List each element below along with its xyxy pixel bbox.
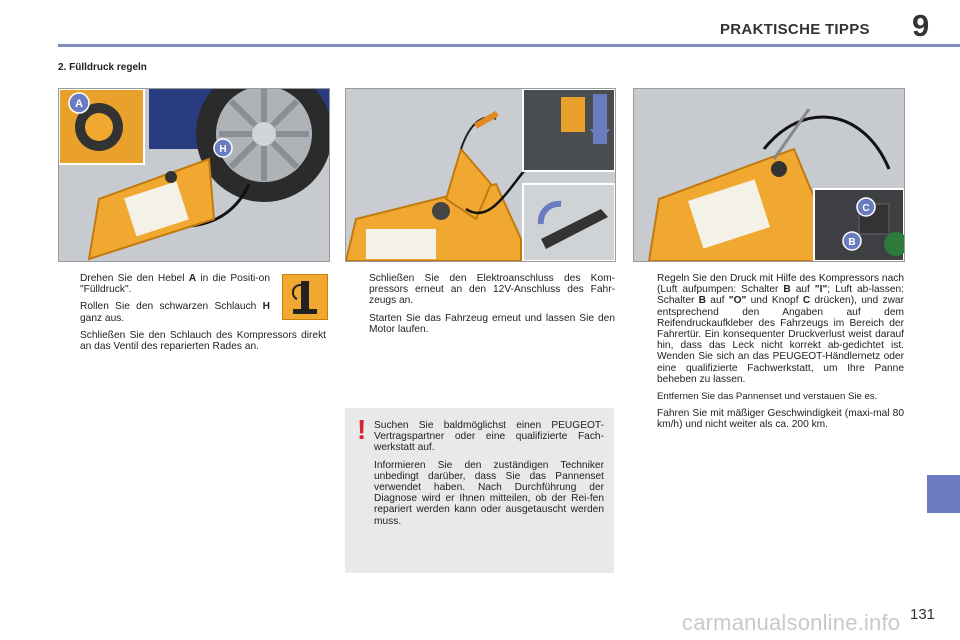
column-1 — [58, 273, 326, 358]
photo-electric-connection — [345, 88, 616, 262]
hose-reel-icon — [282, 274, 328, 320]
photo-compressor-buttons — [633, 88, 905, 262]
warning-box — [345, 408, 614, 573]
page-number: 131 — [910, 606, 936, 623]
warning-icon: ! — [357, 414, 367, 445]
list-item: Starten Sie das Fahrzeug erneut und lassen Sie den Motor laufen. — [369, 312, 615, 335]
column-3 — [635, 273, 904, 437]
chapter-side-tab — [927, 475, 960, 513]
photo-compressor-hose — [58, 88, 330, 262]
warning-paragraph-2: Informieren Sie den zuständigen Techniker unbedingt darüber, dass Sie das Pannenset verwendet haben. Nach Durchführung der Diagnose wird er Ihnen mitteilen, ob der Rei-fen repariert werden kann oder ausgetauscht werden muss. — [374, 459, 604, 527]
header-rule — [58, 44, 960, 47]
list-item: Regeln Sie den Druck mit Hilfe des Kompressors nach (Luft aufpumpen: Schalter B auf "I"; Luft ab-lassen: Schalter B auf "O" und Knopf C drücken), und zwar entsprechend den Angaben auf dem Reifendruckaufkleber des Fahrzeugs im Bereich der Fahrertür. Ein konsequenter Druckverlust weist darauf hin, dass das Leck nicht korrekt ab-gedichtet ist. Wenden Sie sich an das PEUGEOT-Händlernetz oder eine qualifizierte Fachwerkstatt, um Ihre Panne beheben zu lassen. — [657, 273, 904, 385]
list-item: Entfernen Sie das Pannenset und verstauen Sie es. — [657, 391, 878, 403]
label-b: B — [848, 237, 856, 248]
column-2 — [347, 273, 615, 341]
list-item: Drehen Sie den Hebel A in die Positi-on "Fülldruck". — [80, 273, 271, 296]
label-c: C — [862, 203, 870, 214]
label-h: H — [219, 144, 227, 155]
chapter-number: 9 — [912, 8, 930, 43]
watermark: carmanualsonline.info — [682, 610, 901, 635]
warning-paragraph-1: Suchen Sie baldmöglichst einen PEUGEOT-Vertragspartner oder eine qualifizierte Fach-werkstatt auf. — [374, 420, 604, 454]
list-item: Schließen Sie den Schlauch des Kompressors direkt an das Ventil des reparierten Rades an. — [80, 329, 326, 353]
chapter-title: PRAKTISCHE TIPPS — [720, 21, 870, 38]
list-item: Schließen Sie den Elektroanschluss des Kom-pressors erneut an den 12V-Anschluss des Fahr-zeugs an. — [369, 273, 615, 307]
list-item: Rollen Sie den schwarzen Schlauch H ganz aus. — [80, 301, 270, 324]
list-item: Fahren Sie mit mäßiger Geschwindigkeit (maxi-mal 80 km/h) und nicht weiter als ca. 200 km. — [657, 408, 904, 431]
label-a: A — [75, 98, 83, 110]
section-title: 2. Fülldruck regeln — [58, 62, 147, 73]
